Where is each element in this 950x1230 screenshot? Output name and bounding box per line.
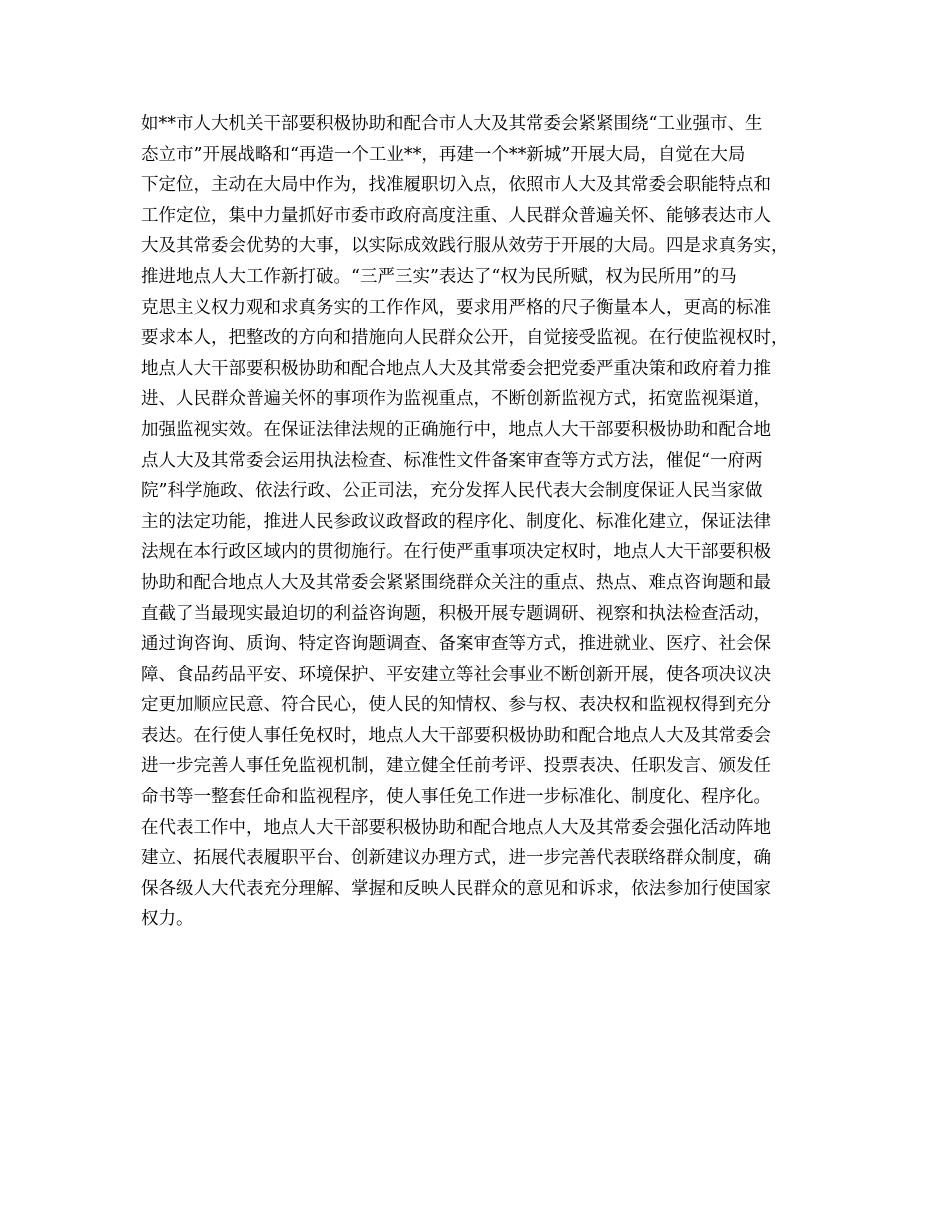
text-line: 在代表工作中，地点人大干部要积极协助和配合地点人大及其常委会强化活动阵地	[141, 817, 771, 838]
text-line: 通过询咨询、质询、特定咨询题调查、备案审查等方式，推进就业、医疗、社会保	[141, 634, 771, 655]
text-line: 保各级人大代表充分理解、掌握和反映人民群众的意见和诉求，依法参加行使国家	[141, 878, 771, 899]
text-line: 地点人大干部要积极协助和配合地点人大及其常委会把党委严重决策和政府着力推	[141, 358, 771, 379]
text-line: 主的法定功能，推进人民参政议政督政的程序化、制度化、标准化建立，保证法律	[141, 511, 771, 532]
text-line: 进一步完善人事任免监视机制，建立健全任前考评、投票表决、任职发言、颁发任	[141, 756, 771, 777]
text-line: 要求本人，把整改的方向和措施向人民群众公开，自觉接受监视。在行使监视权时，	[141, 328, 789, 349]
text-line: 直截了当最现实最迫切的利益咨询题，积极开展专题调研、视察和执法检查活动，	[141, 603, 771, 624]
text-line: 法规在本行政区域内的贯彻施行。在行使严重事项决定权时，地点人大干部要积极	[141, 542, 771, 563]
text-line: 表达。在行使人事任免权时，地点人大干部要积极协助和配合地点人大及其常委会	[141, 725, 771, 746]
text-line: 工作定位，集中力量抓好市委市政府高度注重、人民群众普遍关怀、能够表达市人	[141, 205, 771, 226]
text-line: 下定位，主动在大局中作为，找准履职切入点，依照市人大及其常委会职能特点和	[141, 175, 771, 196]
text-line: 命书等一整套任命和监视程序，使人事任免工作进一步标准化、制度化、程序化。	[141, 787, 771, 808]
text-line: 克思主义权力观和求真务实的工作作风，要求用严格的尺子衡量本人，更高的标准	[141, 297, 771, 318]
text-line: 定更加顺应民意、符合民心，使人民的知情权、参与权、表决权和监视权得到充分	[141, 695, 771, 716]
text-line: 推进地点人大工作新打破。“三严三实”表达了“权为民所赋，权为民所用”的马	[141, 266, 737, 287]
body-paragraph	[141, 109, 821, 935]
text-line: 点人大及其常委会运用执法检查、标准性文件备案审查等方式方法，催促“一府两	[141, 450, 763, 471]
text-line: 态立市”开展战略和“再造一个工业**，再建一个**新城”开展大局，自觉在大局	[141, 144, 746, 165]
text-line: 权力。	[141, 909, 194, 930]
text-line: 如**市人大机关干部要积极协助和配合市人大及其常委会紧紧围绕“工业强市、生	[141, 114, 763, 134]
text-line: 建立、拓展代表履职平台、创新建议办理方式，进一步完善代表联络群众制度，确	[141, 848, 771, 869]
text-line: 加强监视实效。在保证法律法规的正确施行中，地点人大干部要积极协助和配合地	[141, 419, 771, 440]
text-line: 大及其常委会优势的大事，以实际成效践行服从效劳于开展的大局。四是求真务实，	[141, 236, 789, 257]
text-line: 协助和配合地点人大及其常委会紧紧围绕群众关注的重点、热点、难点咨询题和最	[141, 572, 771, 593]
text-line: 进、人民群众普遍关怀的事项作为监视重点，不断创新监视方式，拓宽监视渠道，	[141, 389, 771, 410]
text-line: 障、食品药品平安、环境保护、平安建立等社会事业不断创新开展，使各项决议决	[141, 664, 771, 685]
text-line: 院”科学施政、依法行政、公正司法，充分发挥人民代表大会制度保证人民当家做	[141, 481, 763, 502]
